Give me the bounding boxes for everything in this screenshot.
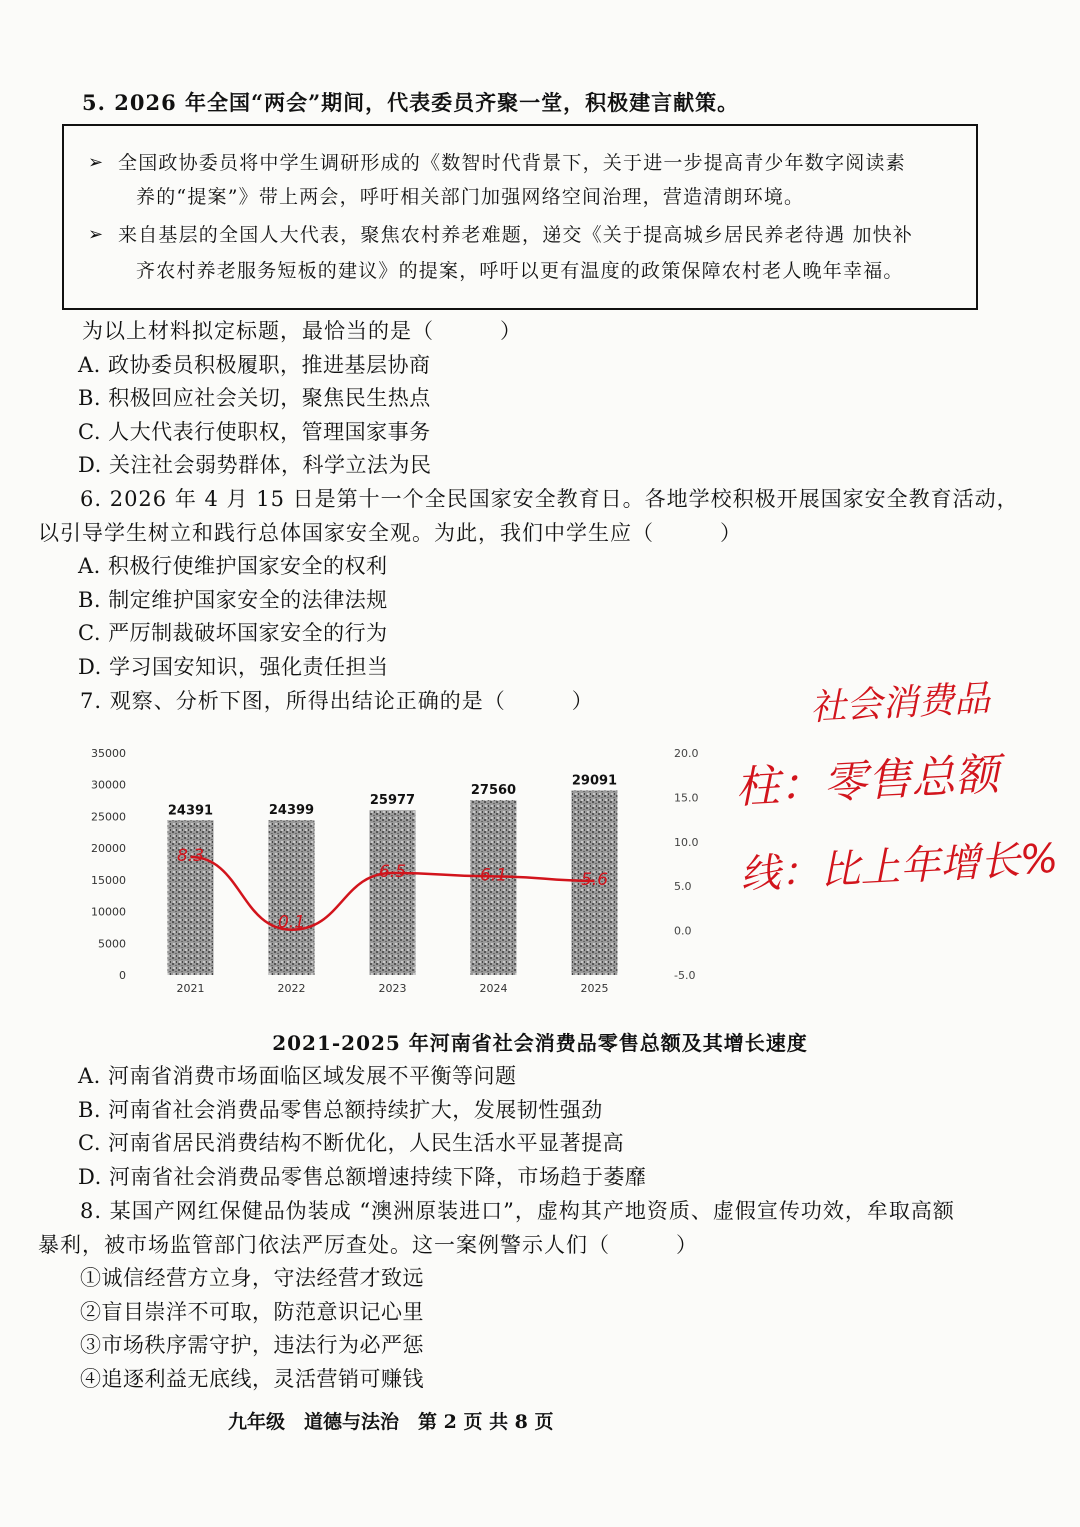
y2-tick-label: 5.0 xyxy=(674,880,692,894)
q7-option-c: C. 河南省居民消费结构不断优化，人民生活水平显著提高 xyxy=(78,1131,625,1155)
q8-line2: 暴利，被市场监管部门依法严厉查处。这一案例警示人们（ ） xyxy=(38,1233,698,1257)
q5-stem: 5. 2026 年全国“两会”期间，代表委员齐聚一堂，积极建言献策。 xyxy=(82,90,740,115)
y2-tick-label: 15.0 xyxy=(674,791,699,805)
material-item2-line1: 来自基层的全国人大代表，聚焦农村养老难题，递交《关于提高城乡居民养老待遇 加快补 xyxy=(118,224,914,246)
x-tick-label: 2025 xyxy=(580,982,609,995)
q6-option-a: A. 积极行使维护国家安全的权利 xyxy=(78,554,388,578)
bar-2021 xyxy=(168,820,214,975)
handwritten-title: 社会消费品 xyxy=(809,678,992,729)
bar-value-label: 24399 xyxy=(268,803,315,819)
q7-option-a: A. 河南省消费市场面临区域发展不平衡等问题 xyxy=(78,1064,517,1088)
y2-tick-label: 20.0 xyxy=(674,747,699,760)
q6-option-b: B. 制定维护国家安全的法律法规 xyxy=(78,588,388,612)
x-tick-label: 2024 xyxy=(479,982,508,995)
y-tick-label: 15000 xyxy=(91,873,126,887)
bar-value-label: 25977 xyxy=(369,793,416,809)
q5-prompt: 为以上材料拟定标题，最恰当的是（ ） xyxy=(82,319,522,343)
y-tick-label: 25000 xyxy=(91,810,126,824)
q8-statement-2: ②盲目崇洋不可取，防范意识记心里 xyxy=(80,1300,424,1324)
growth-rate-label: 5.6 xyxy=(580,869,609,890)
page-footer xyxy=(0,1407,1080,1434)
y2-tick-label: -5.0 xyxy=(674,969,696,982)
y-tick-label: 10000 xyxy=(91,905,126,919)
q5-option-c: C. 人大代表行使职权，管理国家事务 xyxy=(78,420,431,444)
growth-rate-label: 8.3 xyxy=(176,845,205,866)
growth-rate-label: 6.5 xyxy=(378,861,407,882)
retail-sales-chart xyxy=(70,735,710,1020)
bar-2022 xyxy=(269,820,315,975)
footer-text: 九年级 道德与法治 第 2 页 共 8 页 xyxy=(228,1411,554,1433)
material-item1-line2: 养的“提案”》带上两会，呼吁相关部门加强网络空间治理，营造清朗环境。 xyxy=(136,186,805,208)
x-tick-label: 2022 xyxy=(277,982,306,995)
growth-rate-label: 0.1 xyxy=(277,912,306,933)
bullet-arrow-icon: ➢ xyxy=(88,224,104,245)
chart-caption: 2021-2025 年河南省社会消费品零售总额及其增长速度 xyxy=(272,1031,808,1055)
q5-material-box xyxy=(62,124,978,310)
q6-option-d: D. 学习国安知识，强化责任担当 xyxy=(78,655,389,679)
handwritten-line-note: 线：比上年增长% xyxy=(739,835,1060,899)
y-tick-label: 35000 xyxy=(91,747,126,760)
x-tick-label: 2023 xyxy=(378,982,407,995)
q8-statement-4: ④追逐利益无底线，灵活营销可赚钱 xyxy=(80,1367,424,1391)
bar-2024 xyxy=(471,800,517,975)
bullet-arrow-icon: ➢ xyxy=(88,152,104,173)
bar-2023 xyxy=(370,810,416,975)
x-tick-label: 2021 xyxy=(176,982,205,995)
bar-value-label: 24391 xyxy=(167,803,214,819)
q7-stem: 7. 观察、分析下图，所得出结论正确的是（ ） xyxy=(80,689,594,713)
q5-option-a: A. 政协委员积极履职，推进基层协商 xyxy=(78,353,431,377)
handwritten-bar-note: 柱：零售总额 xyxy=(734,749,1001,814)
q6-option-c: C. 严厉制裁破坏国家安全的行为 xyxy=(78,621,388,645)
growth-rate-label: 6.1 xyxy=(479,865,508,886)
y-tick-label: 5000 xyxy=(98,937,126,951)
q8-statement-3: ③市场秩序需守护，违法行为必严惩 xyxy=(80,1333,424,1357)
q7-option-d: D. 河南省社会消费品零售总额增速持续下降，市场趋于萎靡 xyxy=(78,1165,647,1189)
q8-line1: 8. 某国产网红保健品伪装成 “澳洲原装进口”，虚构其产地资质、虚假宣传功效，牟取高额 xyxy=(80,1199,955,1223)
q8-statement-1: ①诚信经营方立身，守法经营才致远 xyxy=(80,1266,424,1290)
y-tick-label: 30000 xyxy=(91,778,126,792)
material-item1-line1: 全国政协委员将中学生调研形成的《数智时代背景下，关于进一步提高青少年数字阅读素 xyxy=(118,152,906,174)
q6-line1: 6. 2026 年 4 月 15 日是第十一个全民国家安全教育日。各地学校积极开展国家安全教育活动， xyxy=(80,487,1019,511)
y2-tick-label: 10.0 xyxy=(674,835,699,849)
material-item2-line2: 齐农村养老服务短板的建议》的提案，呼吁以更有温度的政策保障农村老人晚年幸福。 xyxy=(136,260,904,282)
chart-svg xyxy=(70,735,710,1020)
q7-option-b: B. 河南省社会消费品零售总额持续扩大，发展韧性强劲 xyxy=(78,1098,603,1122)
q6-line2: 以引导学生树立和践行总体国家安全观。为此，我们中学生应（ ） xyxy=(38,521,742,545)
q5-option-d: D. 关注社会弱势群体，科学立法为民 xyxy=(78,453,432,477)
y-tick-label: 20000 xyxy=(91,842,126,856)
q5-option-b: B. 积极回应社会关切，聚焦民生热点 xyxy=(78,386,431,410)
y-tick-label: 0 xyxy=(119,969,126,982)
bar-value-label: 29091 xyxy=(571,773,618,789)
y2-tick-label: 0.0 xyxy=(674,924,692,938)
bar-value-label: 27560 xyxy=(470,783,517,799)
